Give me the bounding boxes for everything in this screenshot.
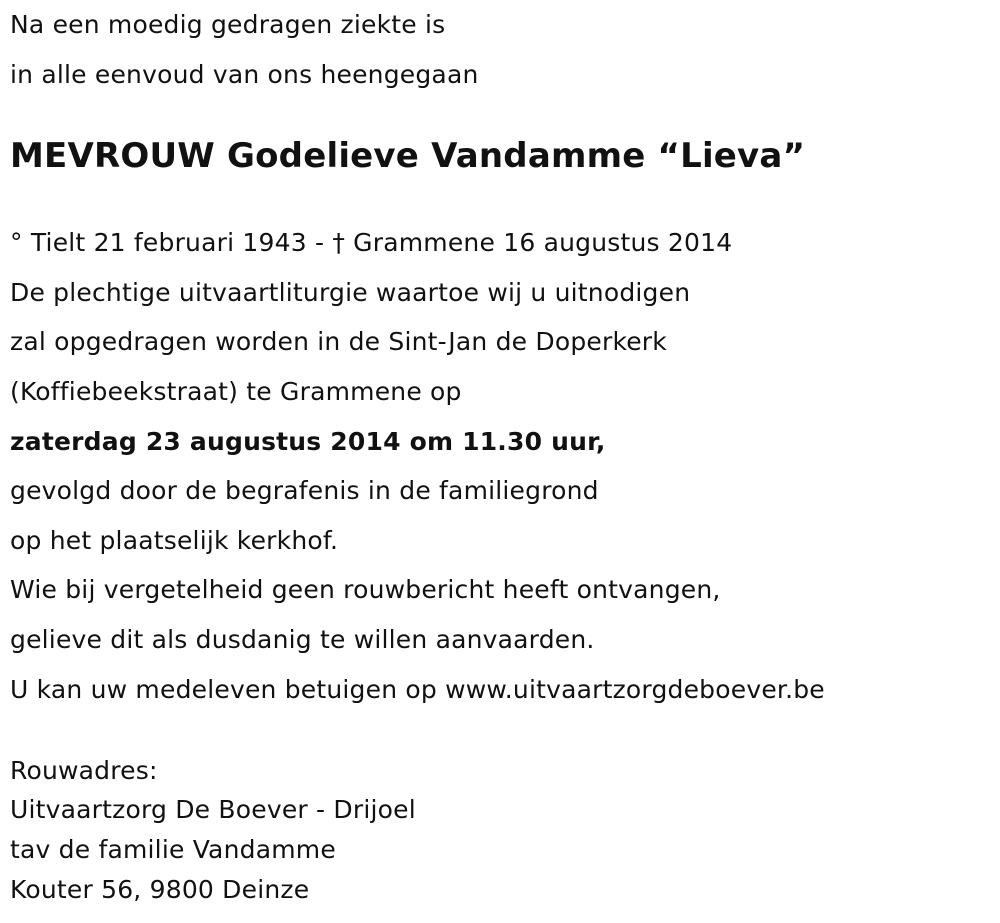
body-line-1: De plechtige uitvaartliturgie waartoe wij u uitnodigen	[10, 278, 691, 307]
funeral-date-time: zaterdag 23 augustus 2014 om 11.30 uur,	[10, 427, 606, 456]
body-line-6: Wie bij vergetelheid geen rouwbericht heeft ontvangen,	[10, 575, 721, 604]
body-line-5: op het plaatselijk kerkhof.	[10, 526, 339, 555]
body-line-4: gevolgd door de begrafenis in de familiegrond	[10, 476, 599, 505]
address-line-1: Uitvaartzorg De Boever - Drijoel	[10, 795, 416, 824]
address-line-3: Kouter 56, 9800 Deinze	[10, 875, 310, 904]
address-label: Rouwadres:	[10, 756, 158, 785]
intro-line-1: Na een moedig gedragen ziekte is	[10, 10, 446, 39]
birth-death-dates: ° Tielt 21 februari 1943 - † Grammene 16 augustus 2014	[10, 228, 733, 257]
address-line-2: tav de familie Vandamme	[10, 835, 336, 864]
body-line-3: (Koffiebeekstraat) te Grammene op	[10, 377, 462, 406]
intro-line-2: in alle eenvoud van ons heengegaan	[10, 60, 479, 89]
body-line-7: gelieve dit als dusdanig te willen aanvaarden.	[10, 625, 595, 654]
condolence-line: U kan uw medeleven betuigen op www.uitvaartzorgdeboever.be	[10, 675, 825, 704]
deceased-name: MEVROUW Godelieve Vandamme “Lieva”	[10, 136, 806, 176]
body-line-2: zal opgedragen worden in de Sint-Jan de Doperkerk	[10, 327, 667, 356]
